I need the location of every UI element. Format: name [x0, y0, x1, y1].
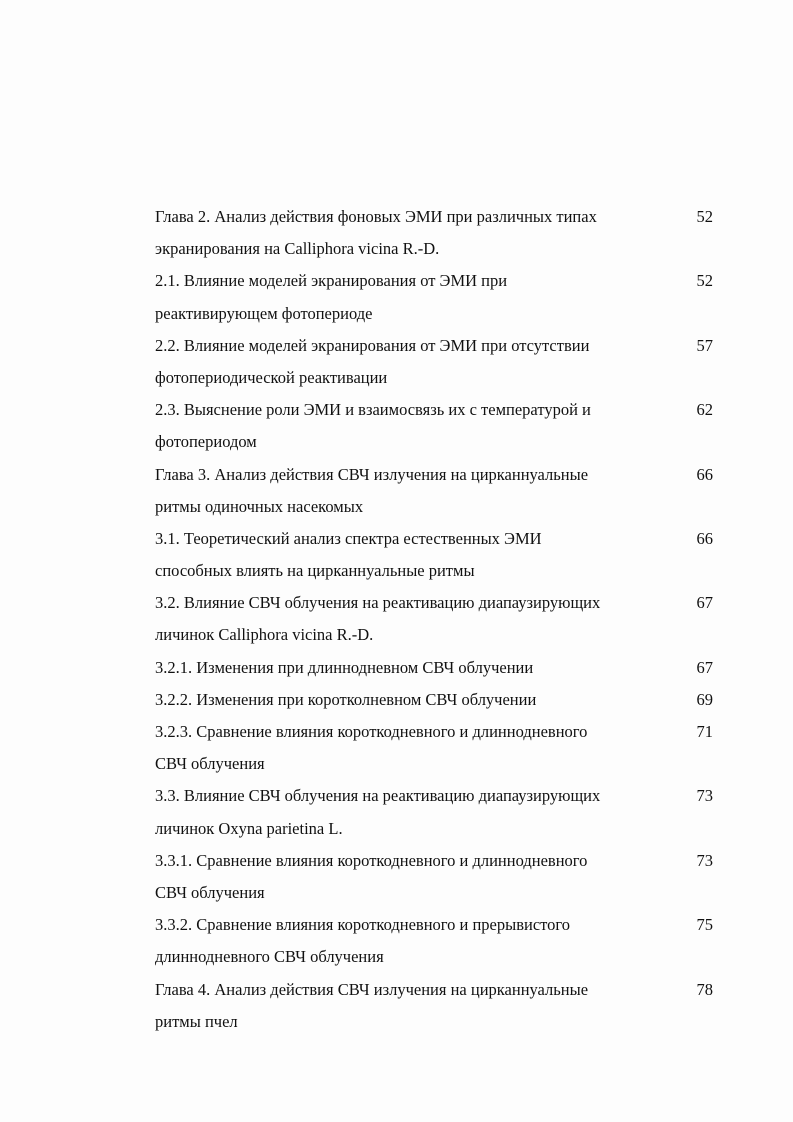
toc-entry-title-line: 2.2. Влияние моделей экранирования от ЭМИ при отсутствии: [155, 335, 590, 355]
toc-entry: [155, 523, 713, 587]
toc-entry: [155, 201, 713, 265]
toc-entry-title-line: 3.3.1. Сравнение влияния короткодневного и длиннодневного: [155, 850, 588, 870]
toc-entry: [155, 330, 713, 394]
toc-entry-title-line: СВЧ облучения: [155, 882, 265, 902]
toc-entry: [155, 459, 713, 523]
toc-entry: [155, 909, 713, 973]
toc-entry-title-line: фотопериодической реактивации: [155, 367, 388, 387]
toc-entry-title-line: 3.3. Влияние СВЧ облучения на реактивацию диапаузирующих: [155, 786, 601, 806]
toc-entry-title-line: ритмы пчел: [155, 1011, 238, 1031]
toc-entry-title-line: личинок Oxyna parietina L.: [155, 818, 343, 838]
toc-entry-page-number: 71: [696, 722, 713, 741]
toc-entry-page-number: 62: [696, 400, 713, 420]
toc-entry-title-line: 3.2.1. Изменения при длиннодневном СВЧ облучении: [155, 657, 534, 677]
toc-entry-title-line: экранирования на Calliphora vicina R.-D.: [155, 239, 440, 259]
toc-entry-title-line: ритмы одиночных насекомых: [155, 496, 364, 516]
toc-entry-page-number: 73: [696, 786, 713, 806]
toc-entry-title-line: 3.3.2. Сравнение влияния короткодневного и прерывистого: [155, 915, 570, 935]
toc-entry-page-number: 66: [696, 464, 713, 484]
toc-entry-title-line: 3.2. Влияние СВЧ облучения на реактивацию диапаузирующих: [155, 593, 601, 613]
toc-entry-page-number: 78: [696, 979, 713, 999]
toc-entry-title-line: 2.1. Влияние моделей экранирования от ЭМИ при: [155, 271, 508, 291]
toc-entry-title-line: 3.2.2. Изменения при коротколневном СВЧ облучении: [155, 689, 537, 709]
toc-entry-title-line: личинок Calliphora vicina R.-D.: [155, 625, 374, 645]
toc-entry-title-line: 3.2.3. Сравнение влияния короткодневного и длиннодневного: [155, 722, 588, 741]
toc-entry-title-line: реактивирующем фотопериоде: [155, 303, 373, 323]
toc-entry-title-line: Глава 2. Анализ действия фоновых ЭМИ при различных типах: [155, 207, 597, 226]
toc-entry-page-number: 67: [696, 593, 713, 613]
toc-entry-title-line: способных влиять на цирканнуальные ритмы: [155, 561, 475, 581]
toc-entry-page-number: 67: [696, 657, 713, 677]
toc-entry-page-number: 69: [696, 689, 713, 709]
toc-entry-title-line: фотопериодом: [155, 432, 257, 452]
toc-entry: [155, 684, 713, 716]
toc-entry: [155, 780, 713, 844]
toc-entry-page-number: 52: [696, 207, 713, 226]
toc-entry-page-number: 52: [696, 271, 713, 291]
toc-entry-title-line: Глава 3. Анализ действия СВЧ излучения на цирканнуальные: [155, 464, 589, 484]
toc-entry: [155, 845, 713, 909]
toc-entry-page-number: 57: [696, 335, 713, 355]
toc-entry: [155, 652, 713, 684]
toc-entry-title-line: 2.3. Выяснение роли ЭМИ и взаимосвязь их с температурой и: [155, 400, 591, 420]
toc-entry: [155, 587, 713, 651]
table-of-contents: [155, 201, 713, 1038]
toc-entry: [155, 716, 713, 780]
toc-entry: [155, 394, 713, 458]
toc-entry: [155, 265, 713, 329]
toc-entry-page-number: 75: [696, 915, 713, 935]
toc-entry: [155, 974, 713, 1038]
toc-entry-title-line: СВЧ облучения: [155, 754, 265, 774]
toc-entry-page-number: 66: [696, 528, 713, 548]
toc-entry-title-line: длиннодневного СВЧ облучения: [155, 947, 384, 967]
toc-entry-page-number: 73: [696, 850, 713, 870]
toc-entry-title-line: 3.1. Теоретический анализ спектра естественных ЭМИ: [155, 528, 542, 548]
toc-entry-title-line: Глава 4. Анализ действия СВЧ излучения на цирканнуальные: [155, 979, 589, 999]
